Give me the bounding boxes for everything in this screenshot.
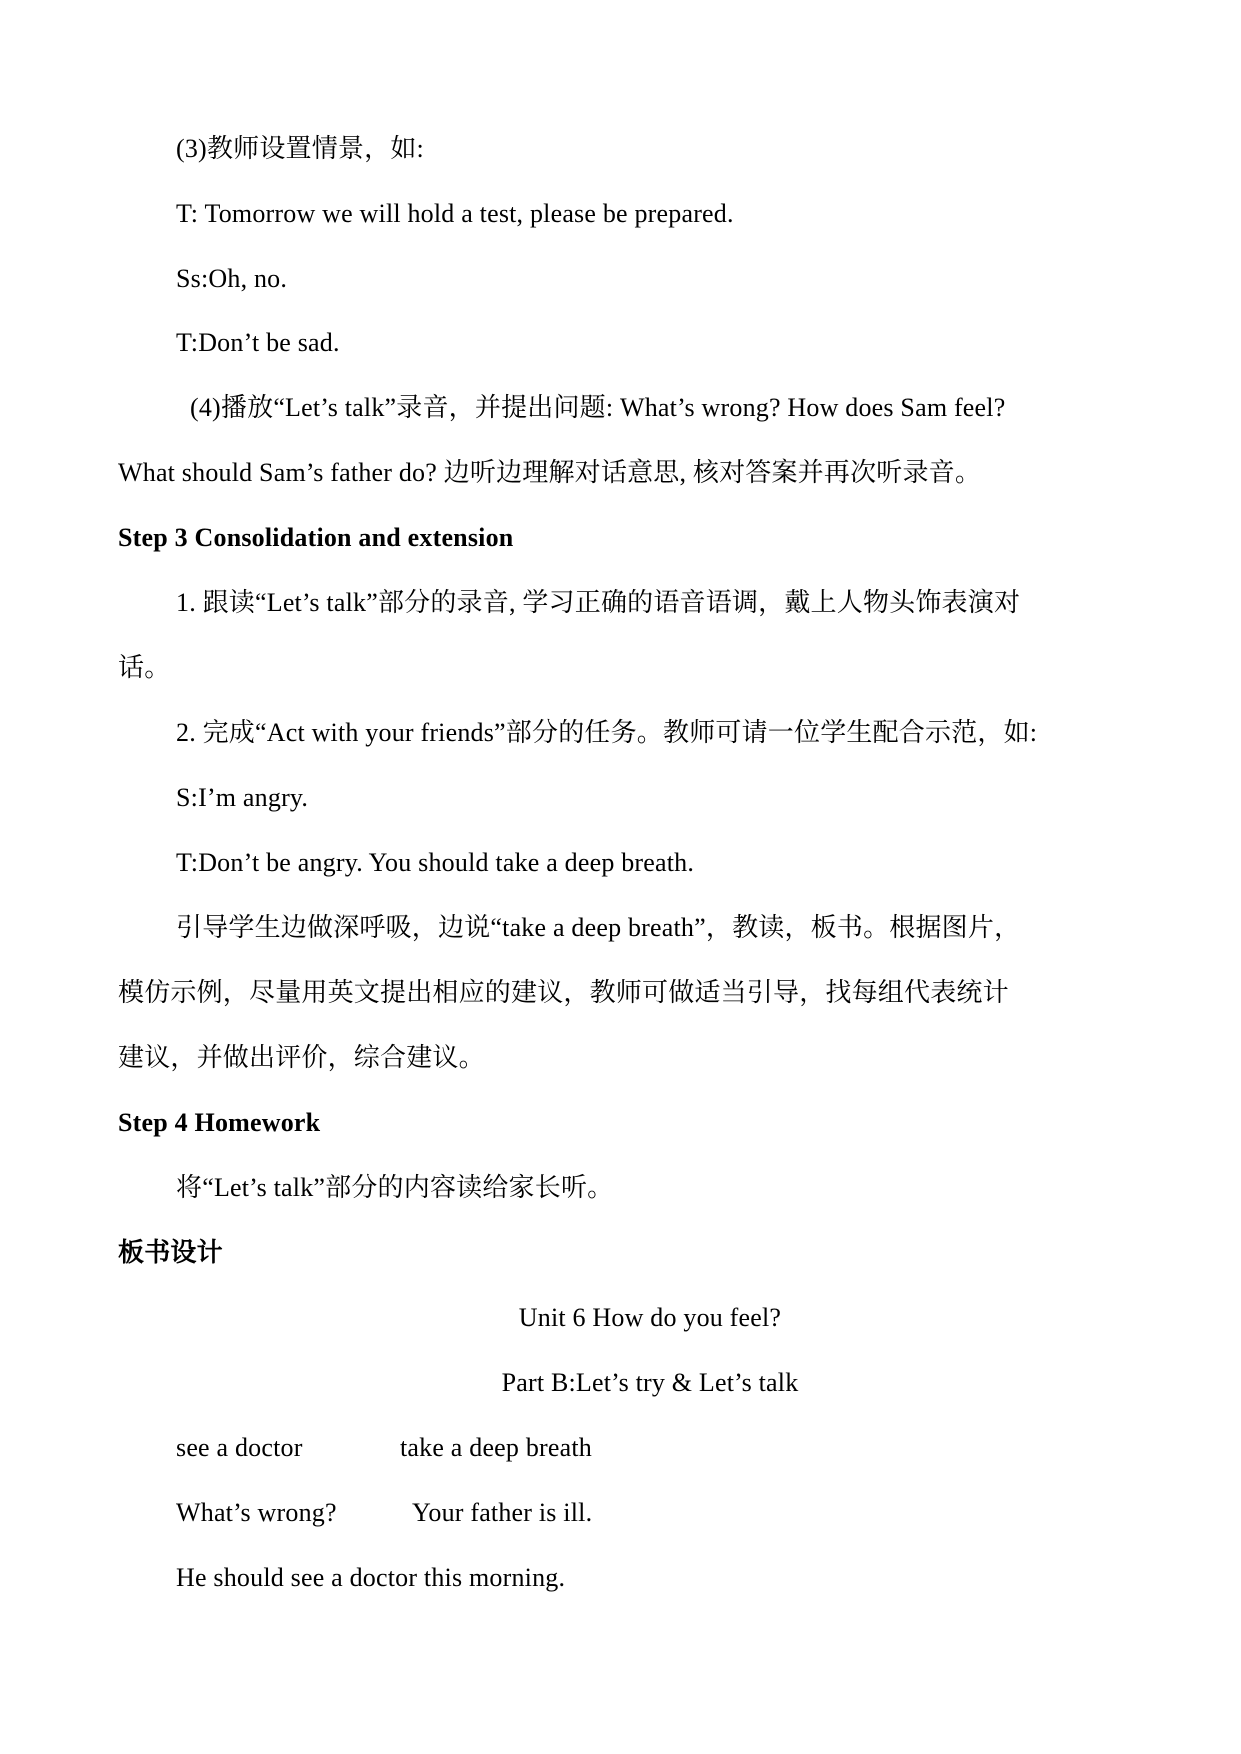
board-subtitle: Part B:Let’s try & Let’s talk bbox=[501, 1368, 799, 1397]
dialog-teacher-line: T:Don’t be sad. bbox=[176, 328, 340, 357]
step-3-item-1: 1. 跟读“Let’s talk”部分的录音, 学习正确的语音语调，戴上人物头饰表演对 bbox=[176, 588, 1021, 617]
step-3-item-2: 2. 完成“Act with your friends”部分的任务。教师可请一位学生配合示范，如: bbox=[176, 718, 1038, 747]
step-4-heading: Step 4 Homework bbox=[118, 1108, 321, 1137]
board-answer: Your father is ill. bbox=[412, 1498, 593, 1527]
item-4-text: (4)播放“Let’s talk”录音，并提出问题: What’s wrong? How does Sam feel? bbox=[190, 393, 1006, 422]
board-sentence: He should see a doctor this morning. bbox=[176, 1563, 566, 1592]
homework-task: 将“Let’s talk”部分的内容读给家长听。 bbox=[176, 1173, 614, 1202]
guidance-paragraph-end: 建议，并做出评价，综合建议。 bbox=[118, 1043, 485, 1072]
dialog-teacher-line: T: Tomorrow we will hold a test, please be prepared. bbox=[176, 199, 734, 228]
item-4-text-continued: What should Sam’s father do? 边听边理解对话意思, 核对答案并再次听录音。 bbox=[118, 458, 982, 487]
board-design-heading: 板书设计 bbox=[118, 1238, 223, 1267]
dialog-students-line: Ss:Oh, no. bbox=[176, 264, 288, 293]
dialog-student-line: S:I’m angry. bbox=[176, 783, 309, 812]
step-3-item-1-continued: 话。 bbox=[118, 653, 171, 682]
dialog-teacher-line: T:Don’t be angry. You should take a deep breath. bbox=[176, 848, 695, 877]
board-question: What’s wrong? bbox=[176, 1498, 337, 1527]
board-phrase: see a doctor bbox=[176, 1433, 303, 1462]
item-3-text: (3)教师设置情景，如: bbox=[176, 134, 424, 163]
board-phrase: take a deep breath bbox=[400, 1433, 592, 1462]
step-3-heading: Step 3 Consolidation and extension bbox=[118, 523, 514, 552]
guidance-paragraph: 引导学生边做深呼吸，边说“take a deep breath”，教读，板书。根据图片， bbox=[176, 913, 1021, 942]
board-title: Unit 6 How do you feel? bbox=[518, 1303, 782, 1332]
guidance-paragraph-continued: 模仿示例，尽量用英文提出相应的建议，教师可做适当引导，找每组代表统计 bbox=[118, 978, 1009, 1007]
